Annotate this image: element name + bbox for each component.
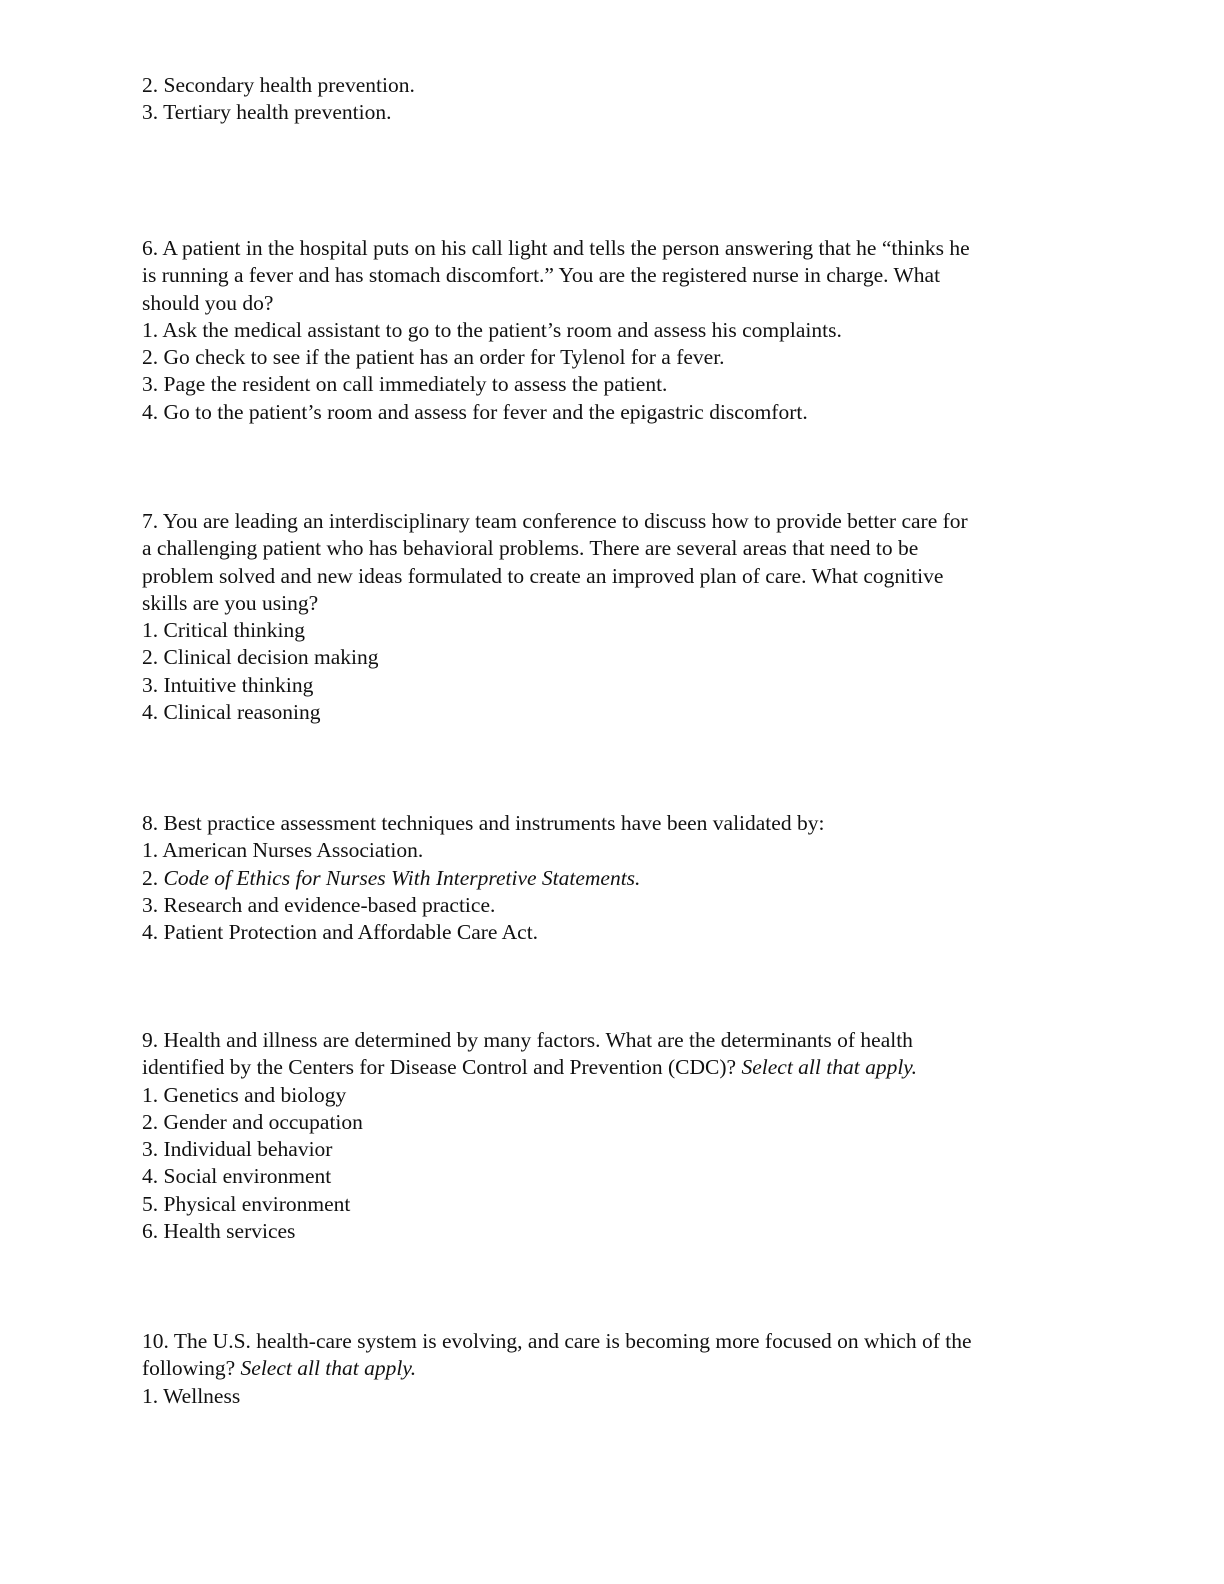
- answer-option: 6. Health services: [142, 1219, 296, 1244]
- answer-option: 3. Tertiary health prevention.: [142, 100, 392, 125]
- answer-option: 5. Physical environment: [142, 1191, 351, 1216]
- answer-option: 2. Gender and occupation: [142, 1109, 363, 1134]
- question-8: [142, 810, 1082, 946]
- answer-option: 2. Clinical decision making: [142, 645, 379, 670]
- answer-option: 1. Genetics and biology: [142, 1082, 347, 1107]
- answer-option: 4. Social environment: [142, 1164, 332, 1189]
- question-7: [142, 508, 1082, 726]
- answer-option: 3. Page the resident on call immediately to assess the patient.: [142, 372, 668, 397]
- answer-option: 2. Go check to see if the patient has an order for Tylenol for a fever.: [142, 345, 725, 370]
- answer-option: 1. American Nurses Association.: [142, 838, 424, 863]
- question-6: [142, 235, 1082, 426]
- answer-option: 4. Patient Protection and Affordable Care Act.: [142, 920, 539, 945]
- question-text: 10. The U.S. health-care system is evolving, and care is becoming more focused on which of the: [142, 1329, 972, 1353]
- answer-option: 4. Clinical reasoning: [142, 700, 321, 725]
- answer-option: [142, 865, 1082, 892]
- question-text: should you do?: [142, 290, 274, 315]
- question-text: 7. You are leading an interdisciplinary team conference to discuss how to provide better care for: [142, 509, 968, 533]
- answer-option: 3. Research and evidence-based practice.: [142, 892, 496, 917]
- answer-option: 3. Individual behavior: [142, 1137, 333, 1162]
- question-text: a challenging patient who has behavioral problems. There are several areas that need to be: [142, 536, 919, 561]
- question-text: 8. Best practice assessment techniques and instruments have been validated by:: [142, 811, 825, 835]
- select-all-instruction: Select all that apply.: [240, 1356, 417, 1381]
- question-text-plain: following?: [142, 1356, 241, 1381]
- question-10: [142, 1328, 1082, 1410]
- question-text: 9. Health and illness are determined by many factors. What are the determinants of health: [142, 1028, 913, 1052]
- answer-option: 4. Go to the patient’s room and assess for fever and the epigastric discomfort.: [142, 399, 808, 424]
- answer-option: 1. Wellness: [142, 1383, 241, 1408]
- question-text: [142, 1054, 1082, 1081]
- question-text-plain: identified by the Centers for Disease Control and Prevention (CDC)?: [142, 1055, 742, 1080]
- question-text: is running a fever and has stomach discomfort.” You are the registered nurse in charge. What: [142, 263, 941, 288]
- question-text: problem solved and new ideas formulated to create an improved plan of care. What cognitive: [142, 563, 944, 588]
- question-text: 6. A patient in the hospital puts on his call light and tells the person answering that he “thinks he: [142, 236, 970, 260]
- answer-option: 1. Ask the medical assistant to go to the patient’s room and assess his complaints.: [142, 317, 842, 342]
- option-italic-title: Code of Ethics for Nurses With Interpretive Statements.: [163, 865, 641, 890]
- option-number: 2.: [142, 865, 164, 890]
- answer-option: 3. Intuitive thinking: [142, 672, 314, 697]
- answer-option: 1. Critical thinking: [142, 618, 306, 643]
- question-9: [142, 1027, 1082, 1245]
- answer-option: 2. Secondary health prevention.: [142, 73, 415, 97]
- question-text: [142, 1355, 1082, 1382]
- question-5-options-continued: [142, 72, 1082, 127]
- select-all-instruction: Select all that apply.: [741, 1055, 918, 1080]
- question-text: skills are you using?: [142, 590, 319, 615]
